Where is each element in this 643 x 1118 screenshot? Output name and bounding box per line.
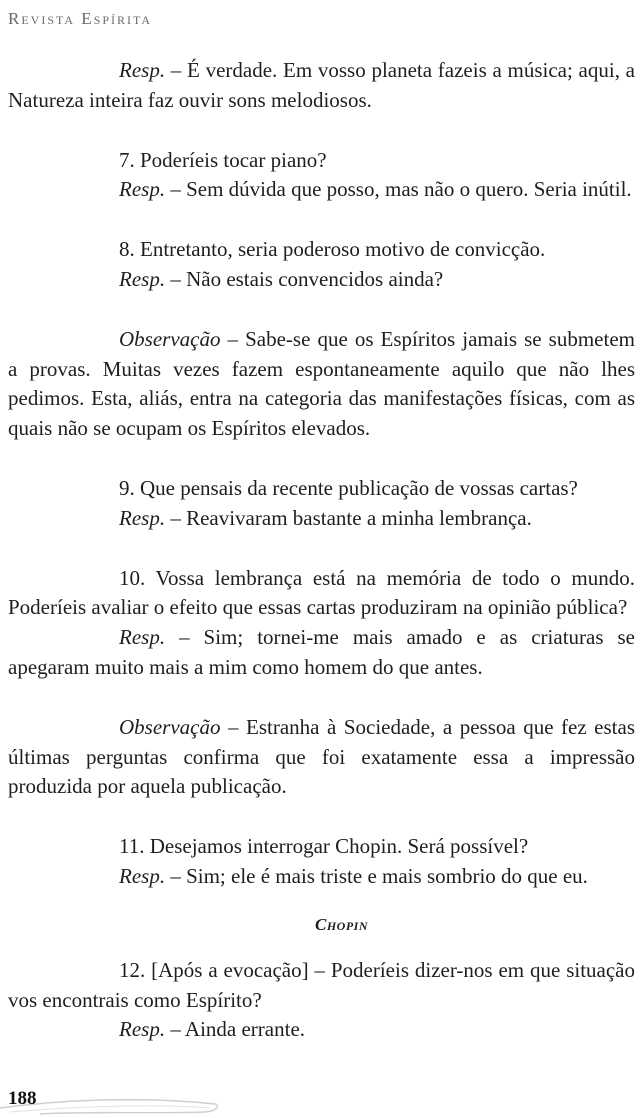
answer-paragraph	[8, 862, 635, 892]
question-paragraph	[8, 146, 635, 176]
answer-paragraph	[8, 56, 635, 116]
resp-label: Resp.	[119, 505, 166, 530]
answer-paragraph	[8, 265, 635, 295]
paragraph-text: 10. Vossa lembrança está na memória de todo o mundo. Poderíeis avaliar o efeito que essas cartas produziram na opinião pública?	[8, 565, 635, 620]
resp-label: Resp.	[119, 177, 166, 202]
observation-paragraph	[8, 325, 635, 444]
answer-paragraph	[8, 1015, 635, 1045]
resp-label: Resp.	[119, 266, 166, 291]
answer-paragraph	[8, 175, 635, 205]
resp-label: Resp.	[119, 625, 166, 650]
answer-paragraph	[8, 623, 635, 683]
question-paragraph	[8, 474, 635, 504]
resp-label: Resp.	[119, 58, 166, 82]
paragraph-text: – Ainda errante.	[165, 1017, 306, 1042]
page-number: 188	[8, 1088, 37, 1109]
paragraph-text: 11. Desejamos interrogar Chopin. Será possível?	[119, 834, 529, 859]
running-header: Revista Espírita	[8, 9, 153, 28]
question-paragraph	[8, 235, 635, 265]
question-paragraph	[8, 956, 635, 1016]
paragraph-text: 9. Que pensais da recente publicação de vossas cartas?	[119, 475, 578, 500]
answer-paragraph	[8, 504, 635, 534]
resp-label: Resp.	[119, 1017, 166, 1042]
paragraph-text: – Estranha à Sociedade, a pessoa que fez estas últimas perguntas confirma que foi exatamente essa a impressão produzida por aquela publicação.	[8, 714, 635, 799]
observation-paragraph	[8, 713, 635, 802]
paragraph-text: – É verdade. Em vosso planeta fazeis a música; aqui, a Natureza inteira faz ouvir sons melodiosos.	[8, 58, 635, 112]
section-heading: Chopin	[314, 914, 368, 934]
paragraph-text: – Sim; tornei-me mais amado e as criaturas se apegaram muito mais a mim como homem do que antes.	[8, 625, 635, 679]
paragraph-text: – Sem dúvida que posso, mas não o quero. Seria inútil.	[165, 177, 632, 202]
paragraph-text: 12. [Após a evocação] – Poderíeis dizer-nos em que situação vos encontrais como Espírito?	[8, 957, 635, 1012]
page-body	[8, 56, 635, 1045]
paragraph-text: – Reavivaram bastante a minha lembrança.	[165, 505, 532, 530]
resp-label: Resp.	[119, 863, 166, 888]
observation-label: Observação	[119, 326, 221, 351]
paragraph-text: 7. Poderíeis tocar piano?	[119, 147, 327, 172]
paragraph-text: – Não estais convencidos ainda?	[165, 266, 444, 291]
observation-label: Observação	[119, 714, 221, 739]
question-paragraph	[8, 564, 635, 624]
paragraph-text: – Sim; ele é mais triste e mais sombrio do que eu.	[165, 863, 588, 888]
question-paragraph	[8, 832, 635, 862]
paragraph-text: 8. Entretanto, seria poderoso motivo de convicção.	[119, 237, 546, 262]
paragraph-text: – Sabe-se que os Espíritos jamais se submetem a provas. Muitas vezes fazem espontaneamente aquilo que não lhes pedimos. Esta, aliás, entra na categoria das manifestações físicas, com as quais não se ocupam os Espíritos elevados.	[8, 326, 635, 441]
